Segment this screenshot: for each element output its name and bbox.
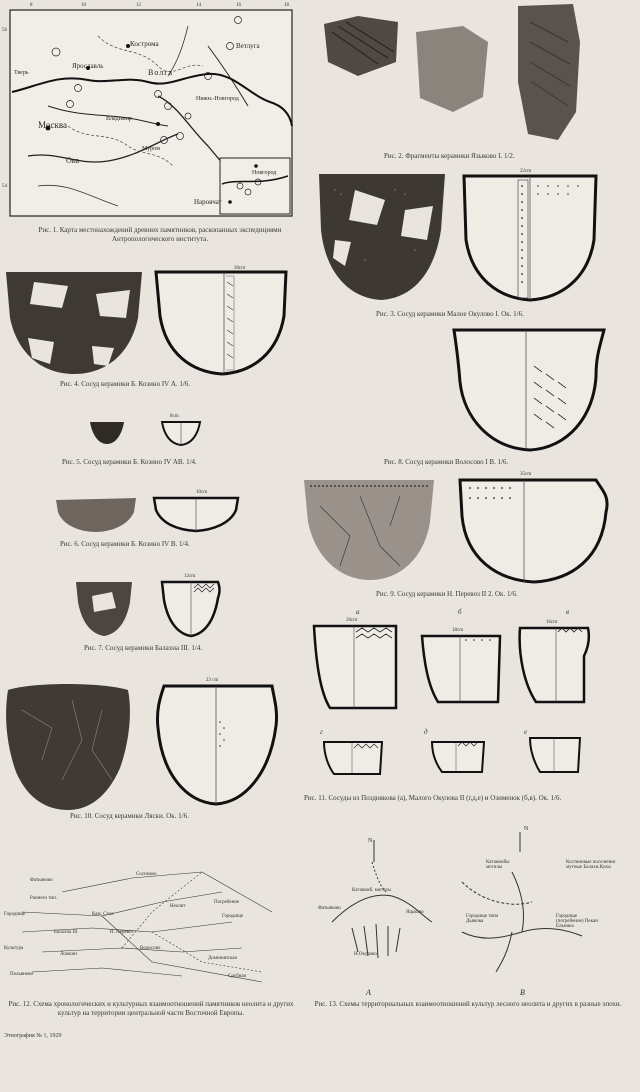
fig12-node-0: Фатьяново (30, 878, 53, 883)
fig12-node-3: Сосновое (136, 872, 157, 877)
caption-fig13: Рис. 13. Схемы территориальных взаимоотношений культур лесного неолита и других в разные эпохи. (314, 1000, 622, 1008)
map-label-narovchat: Наровчат (194, 198, 222, 206)
fig5-dim: 8cm (170, 414, 179, 419)
caption-fig5: Рис. 5. Сосуд керамики Б. Козино IV АВ. 1/4. (62, 458, 197, 466)
fig13-scheme (312, 832, 624, 982)
map-label-novgorod: Новгород (252, 170, 277, 176)
fig11-letter-e: е (524, 728, 528, 736)
caption-fig3: Рис. 3. Сосуд керамики Малое Окулово I. Ок. 1/6. (376, 310, 524, 318)
map-svg (8, 6, 298, 220)
map-lon-tick-16: 16 (236, 3, 241, 8)
fig12-node-5: Балахна III (54, 930, 78, 935)
fig6-drawing (152, 494, 240, 534)
fig13-north-b: N (524, 826, 529, 832)
fig12-node-9: Неолит (170, 904, 186, 909)
caption-fig11: Рис. 11. Сосуды из Позднякова (а), Малого Окулова II (г,д,е) и Озименок (б,в). Ок. 1/6. (304, 794, 562, 802)
fig5-drawing (160, 420, 202, 448)
fig12-node-13: Домининская (208, 956, 237, 961)
fig13-label-a: А (366, 988, 371, 997)
fig11b-dim: 18cm (452, 628, 464, 633)
fig13-north-a: N (368, 838, 373, 844)
fig12-node-10: Волосово (140, 946, 161, 951)
fig13-label-nokulovo: Н.Окулово (354, 952, 377, 957)
fig11-letter-a: а (356, 608, 360, 616)
fig13-label-gorodische2: Городище (погребение) Пекан Ельника (556, 914, 598, 929)
fig4-drawing (152, 266, 290, 378)
fig8-drawing (450, 326, 610, 454)
fig10-dim: 23 cm (206, 678, 219, 683)
caption-fig6: Рис. 6. Сосуд керамики Б. Козино IV В. 1/4. (60, 540, 190, 548)
caption-fig10: Рис. 10. Сосуд керамики Ляски. Ок. 1/6. (70, 812, 189, 820)
map-lon-tick-18: 18 (284, 3, 289, 8)
fig11d-drawing (428, 738, 488, 778)
fig11b-drawing (418, 632, 504, 708)
fig13-label-gorodische1: Городище типа Дьякова (466, 914, 499, 924)
map-label-volga: Волга (148, 68, 174, 77)
fig12-node-15: Польяново (10, 972, 34, 977)
map-label-kostroma: Кострома (130, 40, 159, 48)
fig7-photo (72, 578, 136, 638)
fig11c-dim: 16cm (546, 620, 558, 625)
fig9-drawing (456, 476, 614, 584)
map-lon-tick-10: 10 (81, 3, 86, 8)
fig11c-drawing (514, 624, 592, 708)
fig12-node-2: Городище (4, 912, 26, 917)
fig13-label-yakshevo: Яцьково (406, 910, 424, 915)
caption-fig2: Рис. 2. Фрагменты керамики Языково I. 1/2. (384, 152, 515, 160)
fig11-letter-d: д (424, 728, 428, 736)
fig9-photo (300, 476, 438, 584)
footer-journal: Этнография № 1, 1929 (4, 1033, 62, 1039)
fig3-photo (315, 170, 450, 305)
fig13-label-katakomby2: Катакомбы могилы (486, 860, 510, 870)
fig11a-dim: 26cm (346, 618, 358, 623)
fig4-photo (4, 268, 144, 378)
fig6-photo (54, 496, 138, 534)
fig10-drawing (150, 682, 282, 810)
fig5-photo (88, 420, 126, 446)
fig3-drawing (458, 170, 606, 305)
fig13-label-b: В (520, 988, 525, 997)
fig12-node-8: Ложкин (60, 952, 77, 957)
map-label-vladimir: Владимир (106, 116, 132, 122)
map-lat-tick-54: 54 (2, 184, 7, 189)
map-label-nizhny: Нижн.-Новгород (196, 96, 239, 102)
caption-fig12: Рис. 12. Схема хронологических и культурных взаимоотношений памятников неолита и других культур на территории центральной части Восточной Европы. (8, 1000, 294, 1017)
caption-fig7: Рис. 7. Сосуд керамики Балахна III. 1/4. (84, 644, 203, 652)
fig12-node-14: Срубная (228, 974, 246, 979)
map-label-murom: Муром (142, 146, 160, 152)
fig11-letter-g: г (320, 728, 323, 736)
caption-fig8: Рис. 8. Сосуд керамики Волосово I В. 1/6. (384, 458, 509, 466)
caption-fig1: Рис. 1. Карта местонахождений древних памятников, раскопанных экспедициями Антропологического института. (38, 226, 282, 243)
fig7-dim: 12cm (184, 574, 196, 579)
fig11e-drawing (526, 734, 584, 778)
fig12-node-11: Погребение (214, 900, 240, 905)
fig12-node-7: Культура (4, 946, 24, 951)
map-lon-tick-8: 8 (30, 3, 33, 8)
caption-fig4: Рис. 4. Сосуд керамики Б. Козино IV А. 1/6. (60, 380, 191, 388)
fig9-dim: 35cm (520, 472, 532, 477)
fig11-letter-b: б (458, 608, 462, 616)
fig13-label-katakomb: Катакомб. могилы (352, 888, 391, 893)
fig13-label-fatyanovo: Фатьяново (318, 906, 341, 911)
map-lon-tick-12: 12 (136, 3, 141, 8)
map-label-moskva: Москва (38, 120, 67, 130)
map-figure (2, 3, 298, 220)
fig4-dim: 30cm (234, 266, 246, 271)
fig13-label-kostenoe: Костяновые поселения мутные Балахн.Кулы (566, 860, 615, 870)
map-lon-tick-14: 14 (196, 3, 201, 8)
fig11g-drawing (320, 738, 386, 780)
map-label-vetluga: Ветлуга (236, 42, 260, 50)
fig12-node-6: Н. Перевоз (110, 930, 134, 935)
fig12-node-12: Городище (222, 914, 244, 919)
fig11a-drawing (310, 622, 402, 716)
map-lat-tick-56: 56 (2, 28, 7, 33)
map-label-tver: Тверь (14, 70, 29, 76)
fig12-node-1: Раннего тип. (30, 896, 58, 901)
map-label-oka: Ока (66, 156, 80, 165)
fig7-drawing (158, 578, 224, 640)
fig3-dim: 22cm (520, 169, 532, 174)
map-label-yaroslavl: Ярославль (72, 62, 104, 70)
fig12-node-4: Кам. Стол (92, 912, 114, 917)
fig6-dim: 10cm (196, 490, 208, 495)
fig2-fragments (318, 2, 618, 147)
caption-fig9: Рис. 9. Сосуд керамики Н. Перевоз II 2. Ок. 1/6. (376, 590, 518, 598)
fig10-photo (2, 680, 134, 812)
fig11-letter-v: в (566, 608, 570, 616)
